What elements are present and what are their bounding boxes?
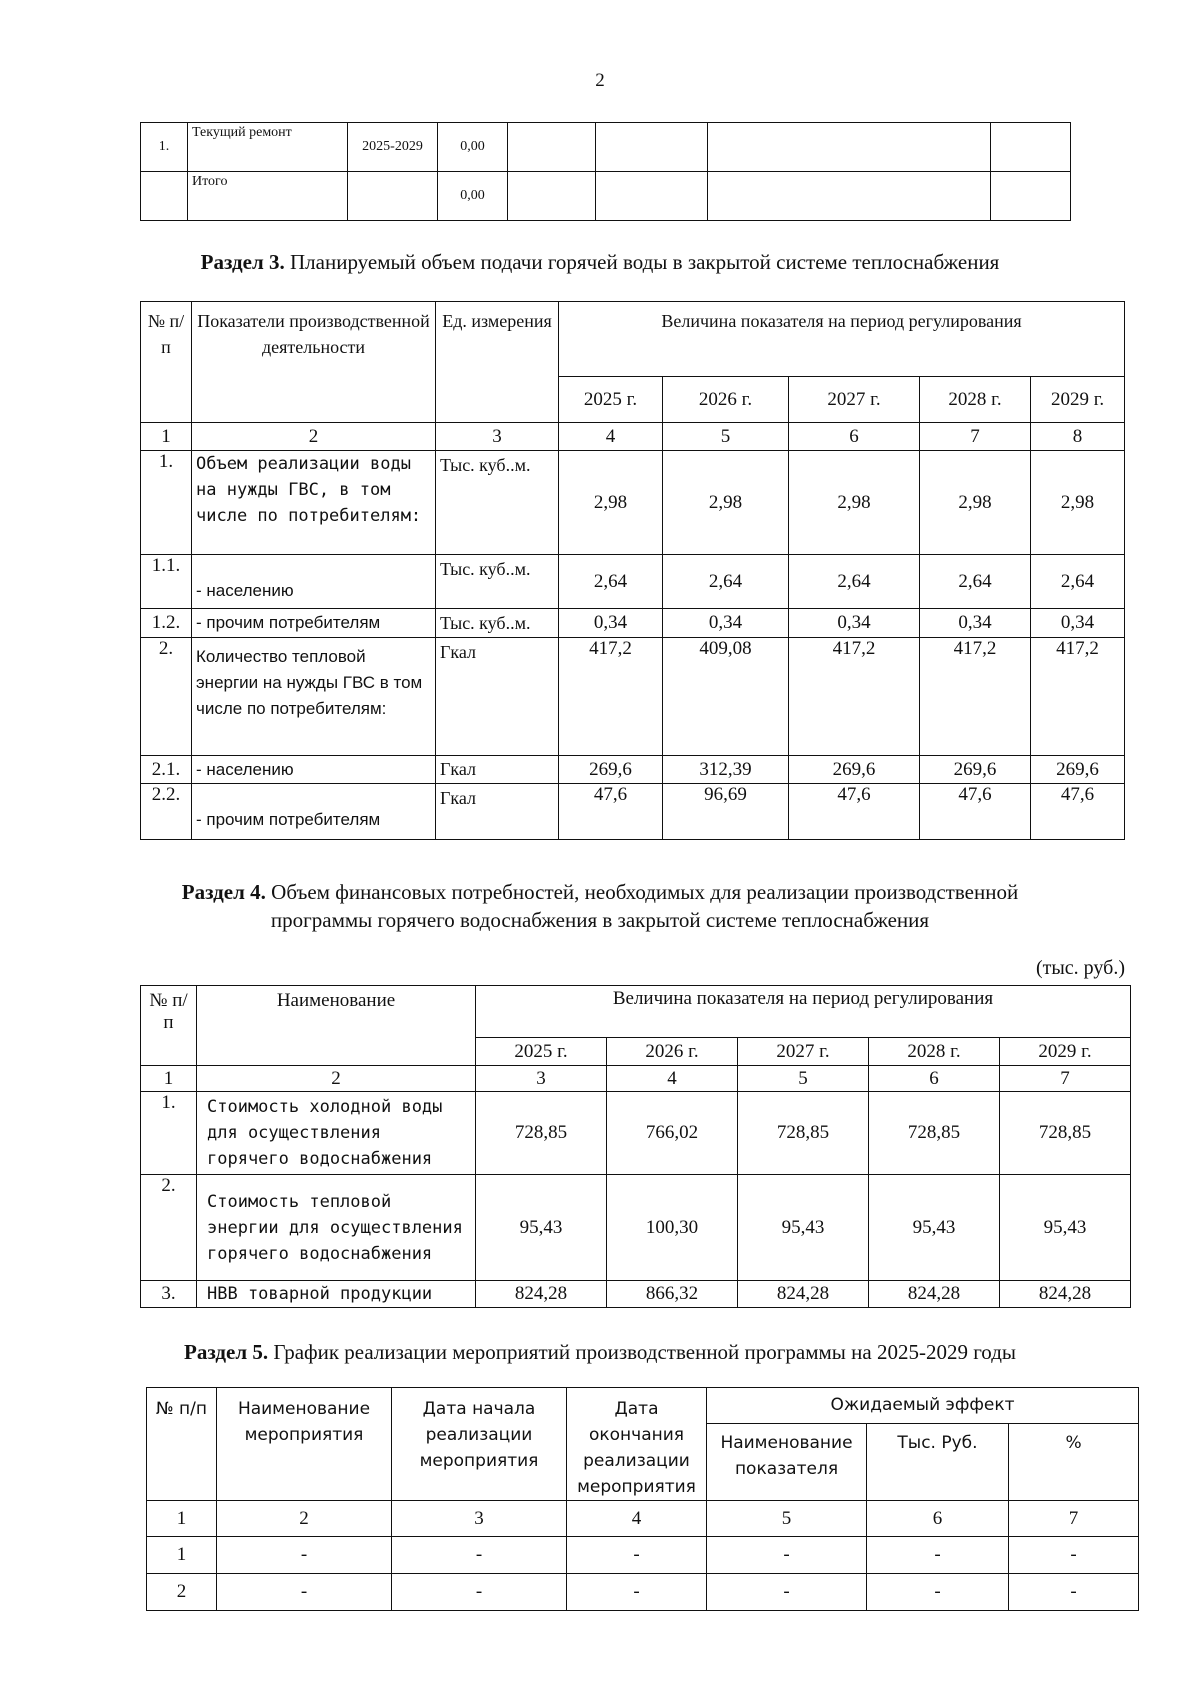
column-number: 3: [476, 1066, 607, 1092]
column-number: 4: [567, 1501, 707, 1537]
empty-cell: [991, 172, 1071, 221]
column-number: 4: [559, 423, 663, 451]
column-number: 6: [869, 1066, 1000, 1092]
row-indicator: Объем реализации воды на нужды ГВС, в том числе по потребителям:: [192, 451, 436, 555]
row-value: 2,98: [663, 451, 789, 555]
table-row: [141, 172, 1071, 221]
empty-cell: [708, 123, 991, 172]
section-4-label: Раздел 4.: [181, 880, 266, 904]
row-value: 2,98: [789, 451, 920, 555]
column-number: 7: [1009, 1501, 1139, 1537]
header-value-group: Величина показателя на период регулирования: [559, 302, 1125, 377]
row-value: 866,32: [607, 1281, 738, 1308]
column-number: 6: [867, 1501, 1009, 1537]
column-number: 2: [217, 1501, 392, 1537]
row-number: 3.: [141, 1281, 197, 1308]
row-name: НВВ товарной продукции: [197, 1281, 476, 1308]
row-cell: -: [707, 1574, 867, 1611]
header-indicator: Наименование показателя: [707, 1424, 867, 1501]
column-numbers-row: [147, 1501, 1139, 1537]
item-period: [348, 172, 438, 221]
row-cell: -: [392, 1574, 567, 1611]
empty-cell: [596, 123, 708, 172]
row-value: 824,28: [1000, 1281, 1131, 1308]
section-5-title: [0, 1338, 1200, 1366]
header-year: 2027 г.: [738, 1038, 869, 1066]
row-value: 269,6: [559, 756, 663, 784]
header-year: 2026 г.: [607, 1038, 738, 1066]
row-value: 2,64: [663, 555, 789, 609]
column-number: 5: [738, 1066, 869, 1092]
header-indicator: Показатели производственной деятельности: [192, 302, 436, 423]
column-number: 7: [920, 423, 1031, 451]
row-unit: Тыс. куб..м.: [436, 609, 559, 638]
row-number: 1.2.: [141, 609, 192, 638]
table-row: [141, 638, 1125, 756]
row-indicator: - населению: [192, 756, 436, 784]
column-number: 5: [663, 423, 789, 451]
row-value: 0,34: [663, 609, 789, 638]
row-name: Стоимость тепловой энергии для осуществления горячего водоснабжения: [197, 1175, 476, 1281]
row-cell: -: [867, 1537, 1009, 1574]
row-value: 417,2: [1031, 638, 1125, 756]
header-effect: Ожидаемый эффект: [707, 1388, 1139, 1424]
row-cell: -: [567, 1537, 707, 1574]
row-cell: -: [392, 1537, 567, 1574]
table-row: [141, 756, 1125, 784]
row-value: 2,98: [559, 451, 663, 555]
empty-cell: [508, 123, 596, 172]
row-value: 95,43: [738, 1175, 869, 1281]
header-unit: Ед. измерения: [436, 302, 559, 423]
row-value: 728,85: [869, 1092, 1000, 1175]
row-value: 0,34: [789, 609, 920, 638]
row-number: 1.: [141, 123, 188, 172]
table-row: [141, 1092, 1131, 1175]
table-row: [141, 1175, 1131, 1281]
row-cell: -: [1009, 1574, 1139, 1611]
section-3-heading: Планируемый объем подачи горячей воды в закрытой системе теплоснабжения: [290, 250, 1000, 274]
column-number: 4: [607, 1066, 738, 1092]
column-number: 1: [147, 1501, 217, 1537]
row-value: 728,85: [738, 1092, 869, 1175]
empty-cell: [991, 123, 1071, 172]
row-number: 1.: [141, 451, 192, 555]
row-number: 2.2.: [141, 784, 192, 840]
row-cell: -: [867, 1574, 1009, 1611]
item-name: Текущий ремонт: [188, 123, 348, 172]
empty-cell: [596, 172, 708, 221]
row-indicator: - прочим потребителям: [192, 784, 436, 840]
header-num: № п/п: [147, 1388, 217, 1501]
row-value: 269,6: [920, 756, 1031, 784]
row-value: 95,43: [1000, 1175, 1131, 1281]
row-number: 1.: [141, 1092, 197, 1175]
header-num: № п/п: [141, 986, 197, 1066]
table-row: [141, 1281, 1131, 1308]
row-value: 728,85: [476, 1092, 607, 1175]
item-name: Итого: [188, 172, 348, 221]
row-value: 95,43: [869, 1175, 1000, 1281]
header-year: 2025 г.: [559, 377, 663, 423]
header-name: Наименование мероприятия: [217, 1388, 392, 1501]
section-4-title: [0, 878, 1200, 934]
row-value: 824,28: [476, 1281, 607, 1308]
item-period: 2025-2029: [348, 123, 438, 172]
column-number: 1: [141, 423, 192, 451]
row-number: 2.: [141, 638, 192, 756]
row-indicator: - прочим потребителям: [192, 609, 436, 638]
header-year: 2026 г.: [663, 377, 789, 423]
header-year: 2029 г.: [1000, 1038, 1131, 1066]
row-unit: Тыс. куб..м.: [436, 451, 559, 555]
section-4-heading-line1: Объем финансовых потребностей, необходимых для реализации производственной: [271, 880, 1019, 904]
row-value: 47,6: [1031, 784, 1125, 840]
previous-table-fragment: [140, 122, 1071, 221]
section-4-heading-line2: программы горячего водоснабжения в закрытой системе теплоснабжения: [270, 908, 930, 932]
column-number: 3: [392, 1501, 567, 1537]
header-rub: Тыс. Руб.: [867, 1424, 1009, 1501]
row-cell: -: [217, 1574, 392, 1611]
table-row: [141, 784, 1125, 840]
column-number: 8: [1031, 423, 1125, 451]
item-value: 0,00: [438, 123, 508, 172]
row-value: 766,02: [607, 1092, 738, 1175]
row-unit: Гкал: [436, 638, 559, 756]
column-numbers-row: [141, 423, 1125, 451]
column-number: 2: [192, 423, 436, 451]
section-5-heading: График реализации мероприятий производственной программы на 2025-2029 годы: [273, 1340, 1016, 1364]
column-number: 2: [197, 1066, 476, 1092]
section-3-table: [140, 301, 1125, 840]
header-year: 2027 г.: [789, 377, 920, 423]
row-cell: -: [217, 1537, 392, 1574]
column-number: 6: [789, 423, 920, 451]
row-value: 312,39: [663, 756, 789, 784]
header-year: 2025 г.: [476, 1038, 607, 1066]
row-value: 2,98: [1031, 451, 1125, 555]
row-value: 2,64: [1031, 555, 1125, 609]
row-value: 417,2: [789, 638, 920, 756]
row-value: 2,98: [920, 451, 1031, 555]
row-value: 269,6: [789, 756, 920, 784]
row-value: 269,6: [1031, 756, 1125, 784]
table-row: [141, 609, 1125, 638]
column-numbers-row: [141, 1066, 1131, 1092]
row-number: 2.1.: [141, 756, 192, 784]
row-unit: Гкал: [436, 784, 559, 840]
row-value: 2,64: [789, 555, 920, 609]
item-value: 0,00: [438, 172, 508, 221]
section-3-title: [0, 248, 1200, 276]
header-num: № п/п: [141, 302, 192, 423]
row-value: 95,43: [476, 1175, 607, 1281]
row-value: 0,34: [559, 609, 663, 638]
table-row: [141, 123, 1071, 172]
header-year: 2029 г.: [1031, 377, 1125, 423]
header-name: Наименование: [197, 986, 476, 1066]
row-value: 2,64: [920, 555, 1031, 609]
empty-cell: [708, 172, 991, 221]
row-number: 2.: [141, 1175, 197, 1281]
row-value: 417,2: [920, 638, 1031, 756]
row-number: 1.1.: [141, 555, 192, 609]
row-value: 0,34: [1031, 609, 1125, 638]
header-row: [141, 302, 1125, 377]
header-year: 2028 г.: [869, 1038, 1000, 1066]
header-row: [147, 1388, 1139, 1424]
column-number: 7: [1000, 1066, 1131, 1092]
section-5-label: Раздел 5.: [184, 1340, 269, 1364]
section-3-label: Раздел 3.: [200, 250, 285, 274]
row-value: 47,6: [789, 784, 920, 840]
header-row: [141, 986, 1131, 1038]
unit-note: (тыс. руб.): [1035, 957, 1125, 979]
row-value: 47,6: [559, 784, 663, 840]
row-number: [141, 172, 188, 221]
header-start: Дата начала реализации мероприятия: [392, 1388, 567, 1501]
header-value-group: Величина показателя на период регулирования: [476, 986, 1131, 1038]
table-row: [141, 555, 1125, 609]
row-indicator: Количество тепловой энергии на нужды ГВС в том числе по потребителям:: [192, 638, 436, 756]
row-unit: Гкал: [436, 756, 559, 784]
column-number: 1: [141, 1066, 197, 1092]
table-row: [141, 451, 1125, 555]
row-cell: -: [567, 1574, 707, 1611]
row-unit: Тыс. куб..м.: [436, 555, 559, 609]
row-value: 728,85: [1000, 1092, 1131, 1175]
row-value: 824,28: [869, 1281, 1000, 1308]
header-pct: %: [1009, 1424, 1139, 1501]
row-value: 2,64: [559, 555, 663, 609]
row-value: 96,69: [663, 784, 789, 840]
section-5-table: [146, 1387, 1139, 1611]
page-number: 2: [595, 70, 605, 91]
header-end: Дата окончания реализации мероприятия: [567, 1388, 707, 1501]
row-indicator: - населению: [192, 555, 436, 609]
column-number: 3: [436, 423, 559, 451]
table-row: [147, 1537, 1139, 1574]
empty-cell: [508, 172, 596, 221]
row-cell: -: [707, 1537, 867, 1574]
row-number: 2: [147, 1574, 217, 1611]
row-value: 417,2: [559, 638, 663, 756]
row-value: 47,6: [920, 784, 1031, 840]
section-4-table: [140, 985, 1131, 1308]
row-value: 100,30: [607, 1175, 738, 1281]
row-value: 409,08: [663, 638, 789, 756]
row-number: 1: [147, 1537, 217, 1574]
header-year: 2028 г.: [920, 377, 1031, 423]
table-row: [147, 1574, 1139, 1611]
row-cell: -: [1009, 1537, 1139, 1574]
column-number: 5: [707, 1501, 867, 1537]
row-value: 0,34: [920, 609, 1031, 638]
row-name: Стоимость холодной воды для осуществления горячего водоснабжения: [197, 1092, 476, 1175]
row-value: 824,28: [738, 1281, 869, 1308]
